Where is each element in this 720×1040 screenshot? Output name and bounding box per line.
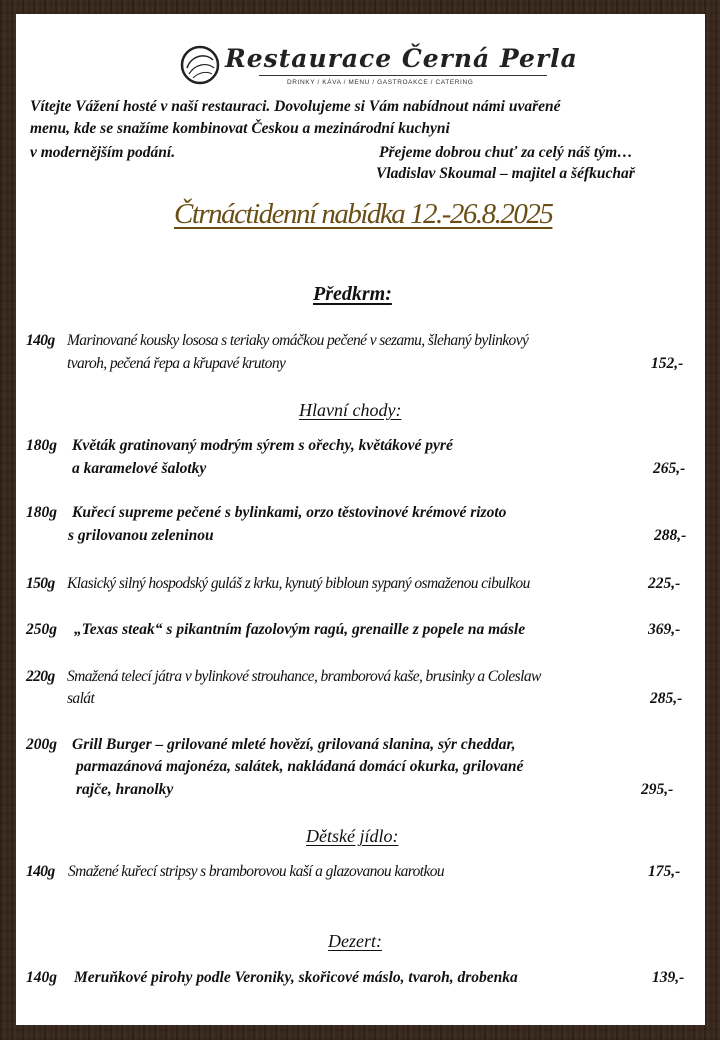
item-description: Kuřecí supreme pečené s bylinkami, orzo těstovinové krémové rizoto xyxy=(72,504,507,521)
item-price: 225,- xyxy=(648,575,681,592)
tagline: DRINKY / KÁVA / MENU / GASTROAKCE / CATERING xyxy=(287,79,474,86)
logo xyxy=(179,42,578,88)
item-price: 285,- xyxy=(650,690,683,707)
item-weight: 180g xyxy=(26,437,57,454)
item-description: tvaroh, pečená řepa a křupavé krutony xyxy=(67,355,286,372)
item-description: a karamelové šalotky xyxy=(72,460,207,477)
item-price: 265,- xyxy=(653,460,686,477)
item-weight: 140g xyxy=(26,332,55,349)
intro-line-3: v modernějším podání. xyxy=(30,144,176,161)
item-description: Květák gratinovaný modrým sýrem s ořechy, květákové pyré xyxy=(72,437,453,454)
item-price: 175,- xyxy=(648,863,681,880)
item-weight: 140g xyxy=(26,863,55,880)
item-price: 288,- xyxy=(654,527,687,544)
item-price: 139,- xyxy=(652,969,685,986)
item-weight: 250g xyxy=(26,621,57,638)
menu-title: Čtrnáctidenní nabídka 12.-26.8.2025 xyxy=(174,198,553,230)
item-weight: 150g xyxy=(26,575,55,592)
item-description: Smažená telecí játra v bylinkové strouhance, bramborová kaše, brusinky a Coleslaw xyxy=(67,668,541,685)
intro-wish: Přejeme dobrou chuť za celý náš tým… xyxy=(379,144,633,161)
item-description: Meruňkové pirohy podle Veroniky, skořicové máslo, tvaroh, drobenka xyxy=(74,969,518,986)
item-price: 295,- xyxy=(641,781,674,798)
item-description: Marinované kousky lososa s teriaky omáčkou pečené v sezamu, šlehaný bylinkový xyxy=(67,332,529,349)
item-description: Grill Burger – grilované mleté hovězí, grilovaná slanina, sýr cheddar, xyxy=(72,736,516,753)
item-weight: 220g xyxy=(26,668,55,685)
section-heading-kids: Dětské jídlo: xyxy=(306,826,399,846)
pearl-icon xyxy=(179,44,221,86)
item-description: parmazánová majonéza, salátek, nakládaná domácí okurka, grilované xyxy=(76,758,524,775)
item-description: Smažené kuřecí stripsy s bramborovou kaší a glazovanou karotkou xyxy=(68,863,445,880)
section-heading-starter: Předkrm: xyxy=(313,283,392,305)
section-heading-dessert: Dezert: xyxy=(328,931,382,951)
item-weight: 140g xyxy=(26,969,57,986)
item-description: salát xyxy=(67,690,95,707)
item-description: s grilovanou zeleninou xyxy=(68,527,214,544)
item-price: 152,- xyxy=(651,355,684,372)
item-weight: 180g xyxy=(26,504,57,521)
item-description: „Texas steak“ s pikantním fazolovým ragú, grenaille z popele na másle xyxy=(74,621,526,638)
section-heading-mains: Hlavní chody: xyxy=(299,400,402,420)
intro-line-1: Vítejte Vážení hosté v naší restauraci. Dovolujeme si Vám nabídnout námi uvařené xyxy=(30,98,561,115)
menu-sheet xyxy=(16,14,705,1025)
item-weight: 200g xyxy=(26,736,57,753)
logo-underline xyxy=(259,75,547,76)
intro-signature: Vladislav Skoumal – majitel a šéfkuchař xyxy=(376,165,635,182)
item-description: Klasický silný hospodský guláš z krku, kynutý bibloun sypaný osmaženou cibulkou xyxy=(67,575,530,592)
restaurant-name: Restaurace Černá Perla xyxy=(225,44,578,73)
item-price: 369,- xyxy=(648,621,681,638)
item-description: rajče, hranolky xyxy=(76,781,174,798)
intro-line-2: menu, kde se snažíme kombinovat Českou a mezinárodní kuchyni xyxy=(30,120,450,137)
